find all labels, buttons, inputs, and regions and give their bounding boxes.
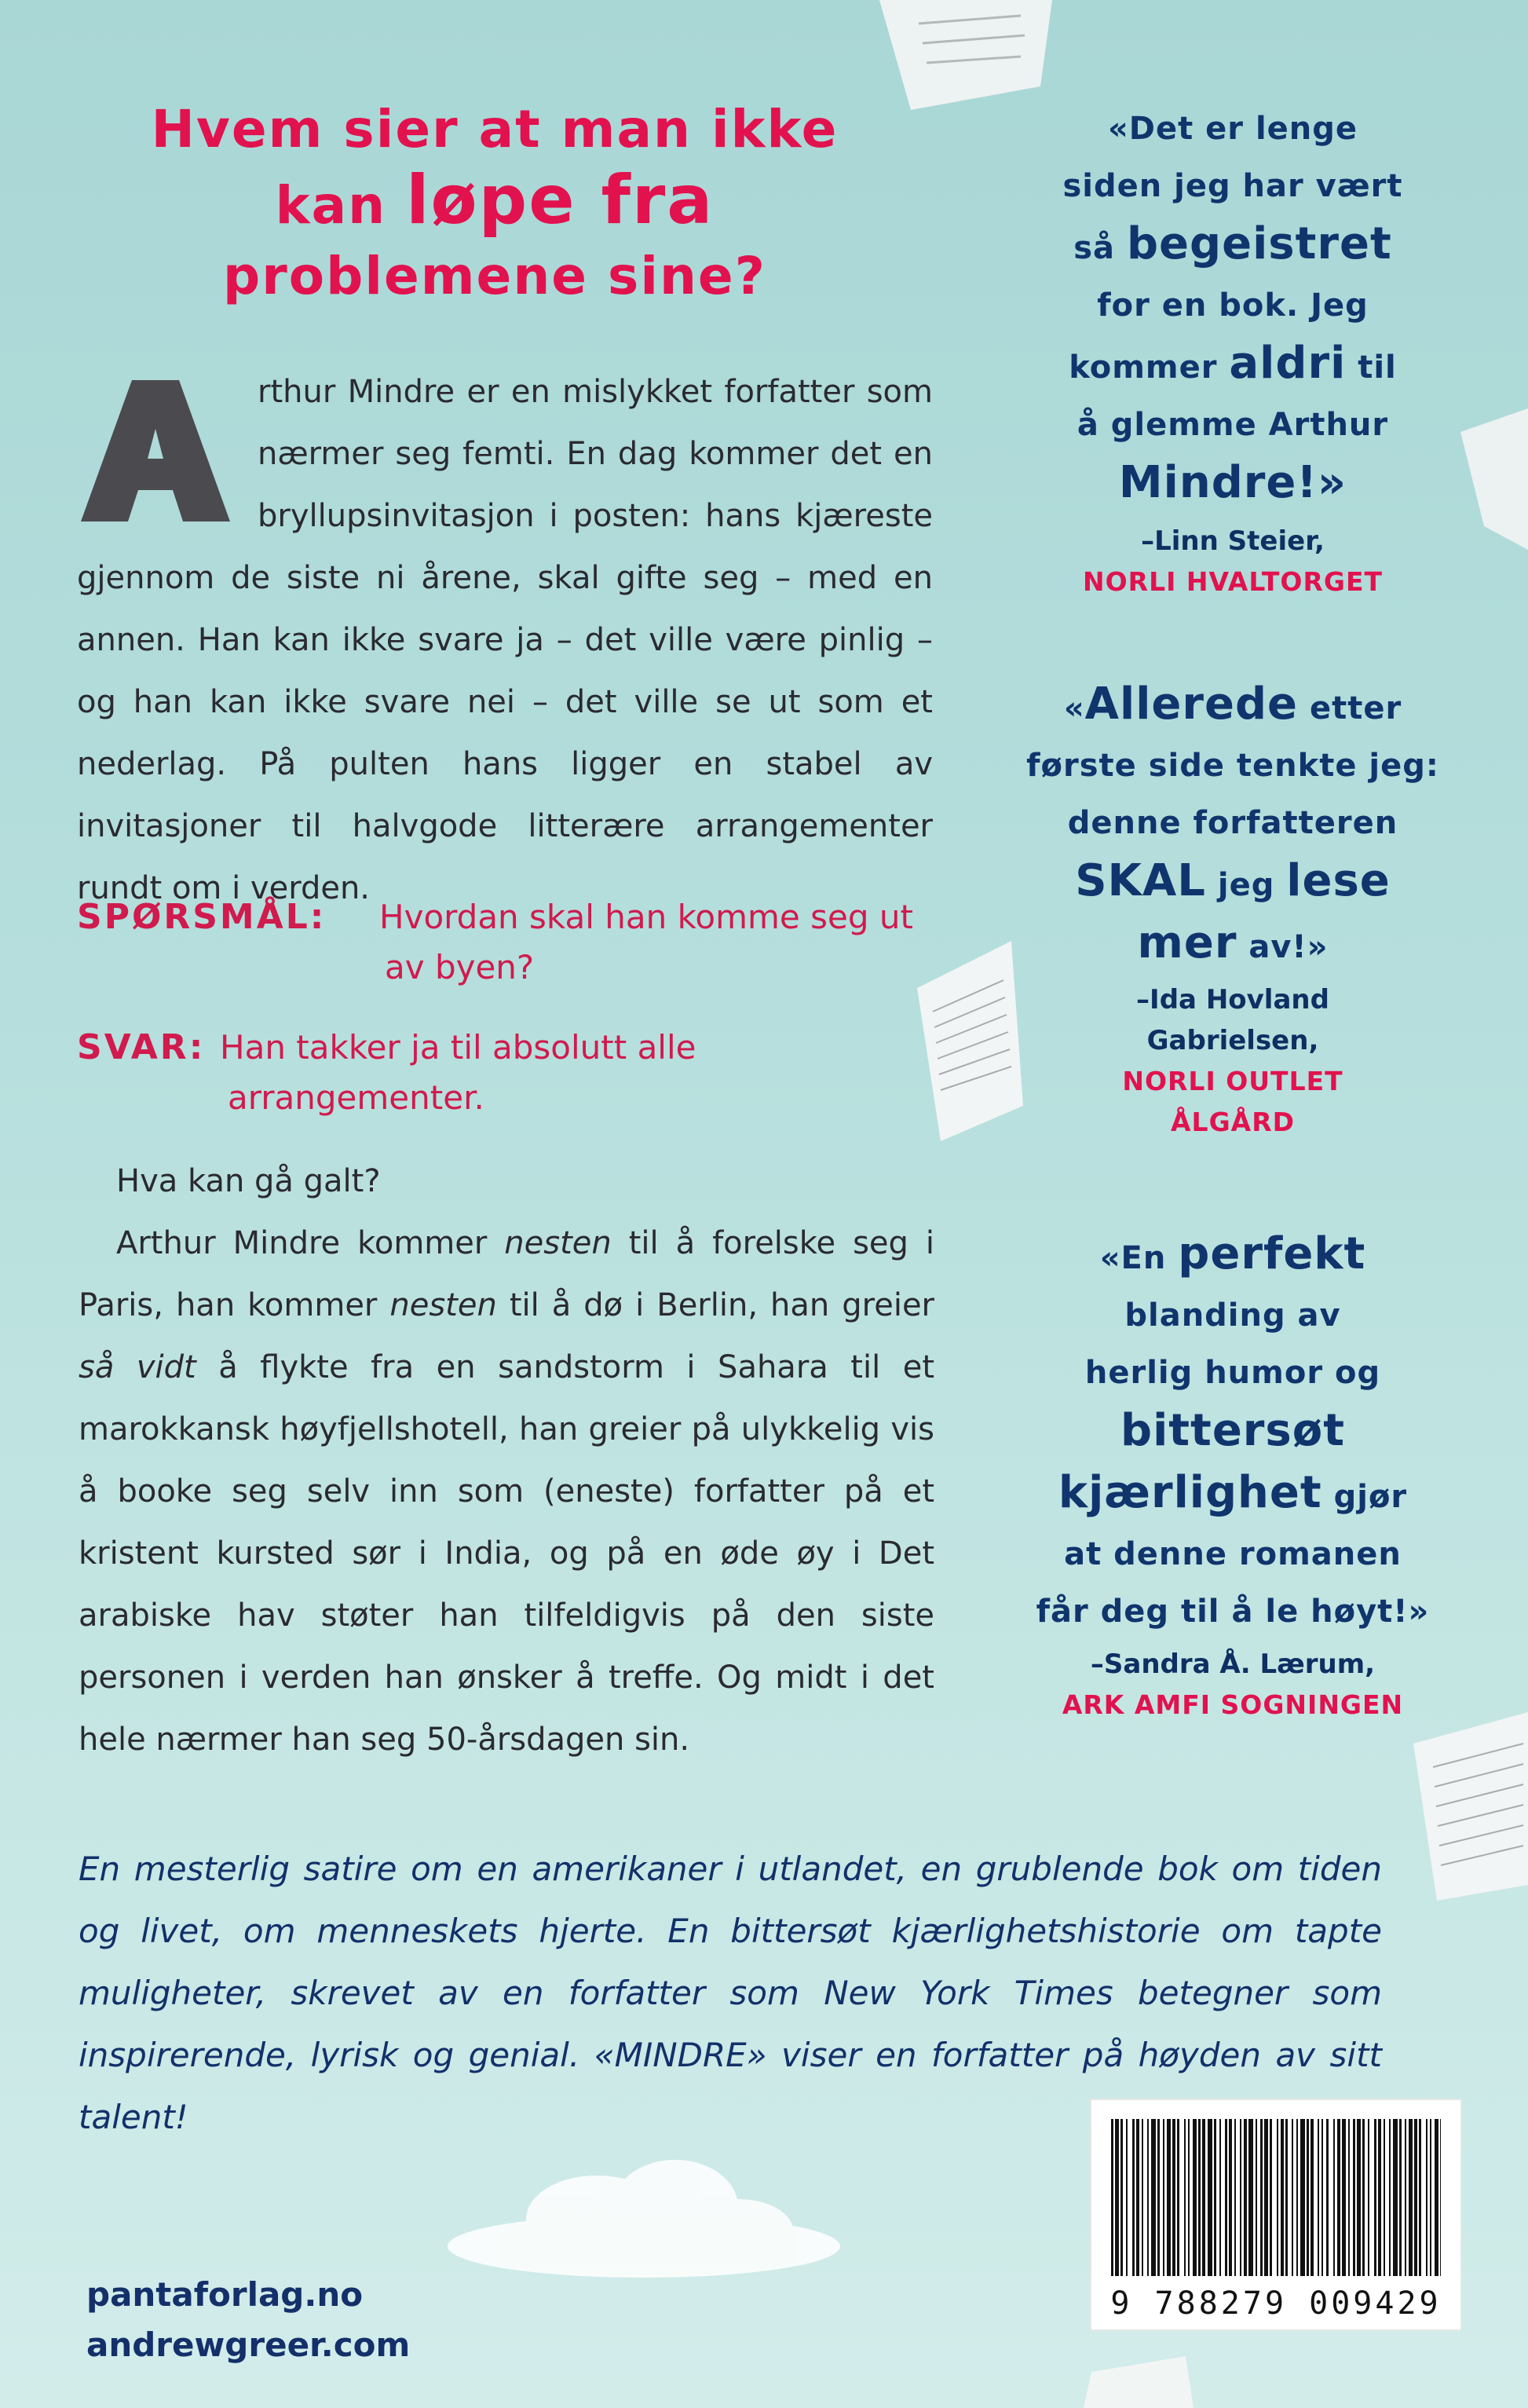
drop-cap xyxy=(77,372,234,529)
quote-run: jeg xyxy=(1205,867,1287,903)
quote-line xyxy=(997,737,1468,795)
quote-run: så xyxy=(1073,230,1127,266)
quote-line xyxy=(997,1345,1468,1402)
quote-run: etter xyxy=(1298,690,1402,726)
quote-line xyxy=(997,675,1468,737)
question-line-1: Hvordan skal han komme seg ut xyxy=(379,898,913,936)
isbn-number: 9 788279 009429 xyxy=(1110,2285,1442,2322)
isbn-barcode xyxy=(1090,2099,1462,2331)
cloud-icon xyxy=(440,2152,848,2285)
quote-run: at denne romanen xyxy=(1064,1536,1402,1572)
review-quote-1 xyxy=(997,101,1468,602)
answer-label: SVAR: xyxy=(77,1027,206,1067)
quote-line xyxy=(997,1526,1468,1583)
body-text-run: Arthur Mindre kommer xyxy=(116,1225,505,1261)
body-text xyxy=(79,1151,934,1771)
synopsis-text: rthur Mindre er en mislykket forfatter som nærmer seg femti. En dag kommer det en bryllupsinvitasjon i posten: hans kjæreste gjennom de siste ni årene, skal gifte seg – med en annen. Han kan ikke svare ja – det ville være pinlig – og han kan ikke svare nei – det ville se ut som et nederlag. På pulten hans ligger en stabel av invitasjoner til halvgode litterære arrangementer rundt om i verden. xyxy=(77,374,933,906)
quote-line xyxy=(997,101,1468,158)
headline-line-3: problemene sine? xyxy=(223,246,766,306)
quote-run: av!» xyxy=(1237,929,1329,965)
quote-line xyxy=(997,215,1468,277)
quote-emphasis: Mindre!» xyxy=(1118,457,1347,508)
quote-author: –Sandra Å. Lærum, xyxy=(1090,1649,1376,1680)
quote-run: får deg til å le høyt!» xyxy=(1036,1594,1430,1630)
quote-run: «En xyxy=(1099,1240,1179,1276)
quote-run: første side tenkte jeg: xyxy=(1026,748,1439,784)
quote-emphasis: aldri xyxy=(1229,338,1347,389)
quote-text xyxy=(997,675,1468,976)
quote-run: å glemme Arthur xyxy=(1077,407,1389,443)
quote-run: denne forfatteren xyxy=(1067,805,1398,841)
quote-line xyxy=(997,914,1468,976)
quote-emphasis: lese xyxy=(1286,855,1391,906)
quote-store: NORLI OUTLET ÅLGÅRD xyxy=(1122,1066,1343,1137)
quote-run: blanding av xyxy=(1124,1297,1341,1334)
answer-line-1: Han takker ja til absolutt alle xyxy=(220,1028,696,1067)
quote-line xyxy=(997,158,1468,215)
review-quote-3 xyxy=(997,1225,1468,1725)
quote-run: til xyxy=(1346,349,1397,386)
headline-emphasis: løpe fra xyxy=(406,161,715,240)
quote-author: –Ida Hovland Gabrielsen, xyxy=(1136,984,1329,1056)
quote-text xyxy=(997,1225,1468,1641)
answer-line-2: arrangementer. xyxy=(228,1078,484,1117)
body-italic-run: nesten xyxy=(504,1225,612,1261)
headline-line-2-pre: kan xyxy=(275,175,407,236)
quote-run: herlig humor og xyxy=(1084,1355,1381,1391)
body-italic-run: nesten xyxy=(389,1287,497,1323)
quote-store: NORLI HVALTORGET xyxy=(1082,566,1383,597)
body-text-run: til å forelske seg i Paris, han kommer xyxy=(79,1225,934,1323)
publisher-links xyxy=(86,2270,410,2370)
quote-line xyxy=(997,277,1468,335)
barcode-bars-icon xyxy=(1111,2119,1441,2276)
quote-emphasis: Allerede xyxy=(1084,679,1299,730)
book-blurb: En mesterlig satire om en amerikaner i utlandet, en grublende bok om tiden og livet, om menneskets hjerte. En bittersøt kjærlighetshistorie om tapte muligheter, skrevet av en forfatter som New York Times betegner som inspirerende, lyrisk og genial. «MINDRE» viser en forfatter på høyden av sitt talent! xyxy=(79,1850,1382,2136)
headline-line-1: Hvem sier at man ikke xyxy=(151,99,839,159)
quote-run: «Det er lenge xyxy=(1107,111,1358,147)
body-italic-run: så vidt xyxy=(79,1349,196,1385)
quote-run: for en bok. Jeg xyxy=(1097,287,1369,324)
quote-emphasis: mer xyxy=(1137,917,1237,968)
question-block xyxy=(77,892,941,986)
question-line-2: av byen? xyxy=(385,948,535,986)
headline xyxy=(118,94,872,312)
body-paragraph-1: Hva kan gå galt? xyxy=(116,1163,381,1199)
quote-emphasis: perfekt xyxy=(1178,1228,1366,1279)
body-paragraph-2 xyxy=(79,1213,934,1771)
review-quote-2 xyxy=(997,675,1468,1143)
synopsis xyxy=(77,361,933,920)
quote-line xyxy=(997,1402,1468,1464)
author-link[interactable]: andrewgreer.com xyxy=(86,2326,411,2364)
quote-line xyxy=(997,795,1468,852)
quote-run: « xyxy=(1063,690,1085,726)
quote-emphasis: begeistret xyxy=(1126,218,1392,269)
question-label: SPØRSMÅL: xyxy=(77,897,327,937)
paper-sheet-icon xyxy=(1413,1712,1528,1901)
quote-line xyxy=(997,335,1468,397)
quote-line xyxy=(997,852,1468,914)
quote-author: –Linn Steier, xyxy=(1141,525,1325,557)
quote-text xyxy=(997,101,1468,516)
quote-line xyxy=(997,397,1468,454)
body-text-run: til å dø i Berlin, han greier xyxy=(496,1287,934,1323)
headline-line-2 xyxy=(118,161,872,241)
quote-line xyxy=(997,1287,1468,1345)
quote-line xyxy=(997,1225,1468,1287)
body-text-run: å flykte fra en sandstorm i Sahara til et marokkansk høyfjellshotell, han greier på ulykkelig vis å booke seg selv inn som (eneste) forfatter på et kristent kursted sør i India, og på en øde øy i Det arabiske hav støter han tilfeldigvis på den siste personen i verden han ønsker å treffe. Og midt i det hele nærmer han seg 50-årsdagen sin. xyxy=(79,1349,934,1758)
answer-block xyxy=(77,1023,941,1117)
quote-emphasis: bittersøt xyxy=(1120,1405,1345,1456)
quote-store: ARK AMFI SOGNINGEN xyxy=(1062,1689,1404,1720)
publisher-link[interactable]: pantaforlag.no xyxy=(86,2275,364,2314)
quote-emphasis: kjærlighet xyxy=(1058,1467,1322,1518)
quote-emphasis: SKAL xyxy=(1075,855,1206,906)
quote-line xyxy=(997,454,1468,516)
quote-run: siden jeg har vært xyxy=(1062,168,1403,204)
quote-line xyxy=(997,1464,1468,1526)
quote-line xyxy=(997,1583,1468,1641)
paper-sheet-icon xyxy=(1084,2356,1194,2408)
quote-run: gjør xyxy=(1321,1479,1408,1515)
quote-run: kommer xyxy=(1069,349,1230,386)
